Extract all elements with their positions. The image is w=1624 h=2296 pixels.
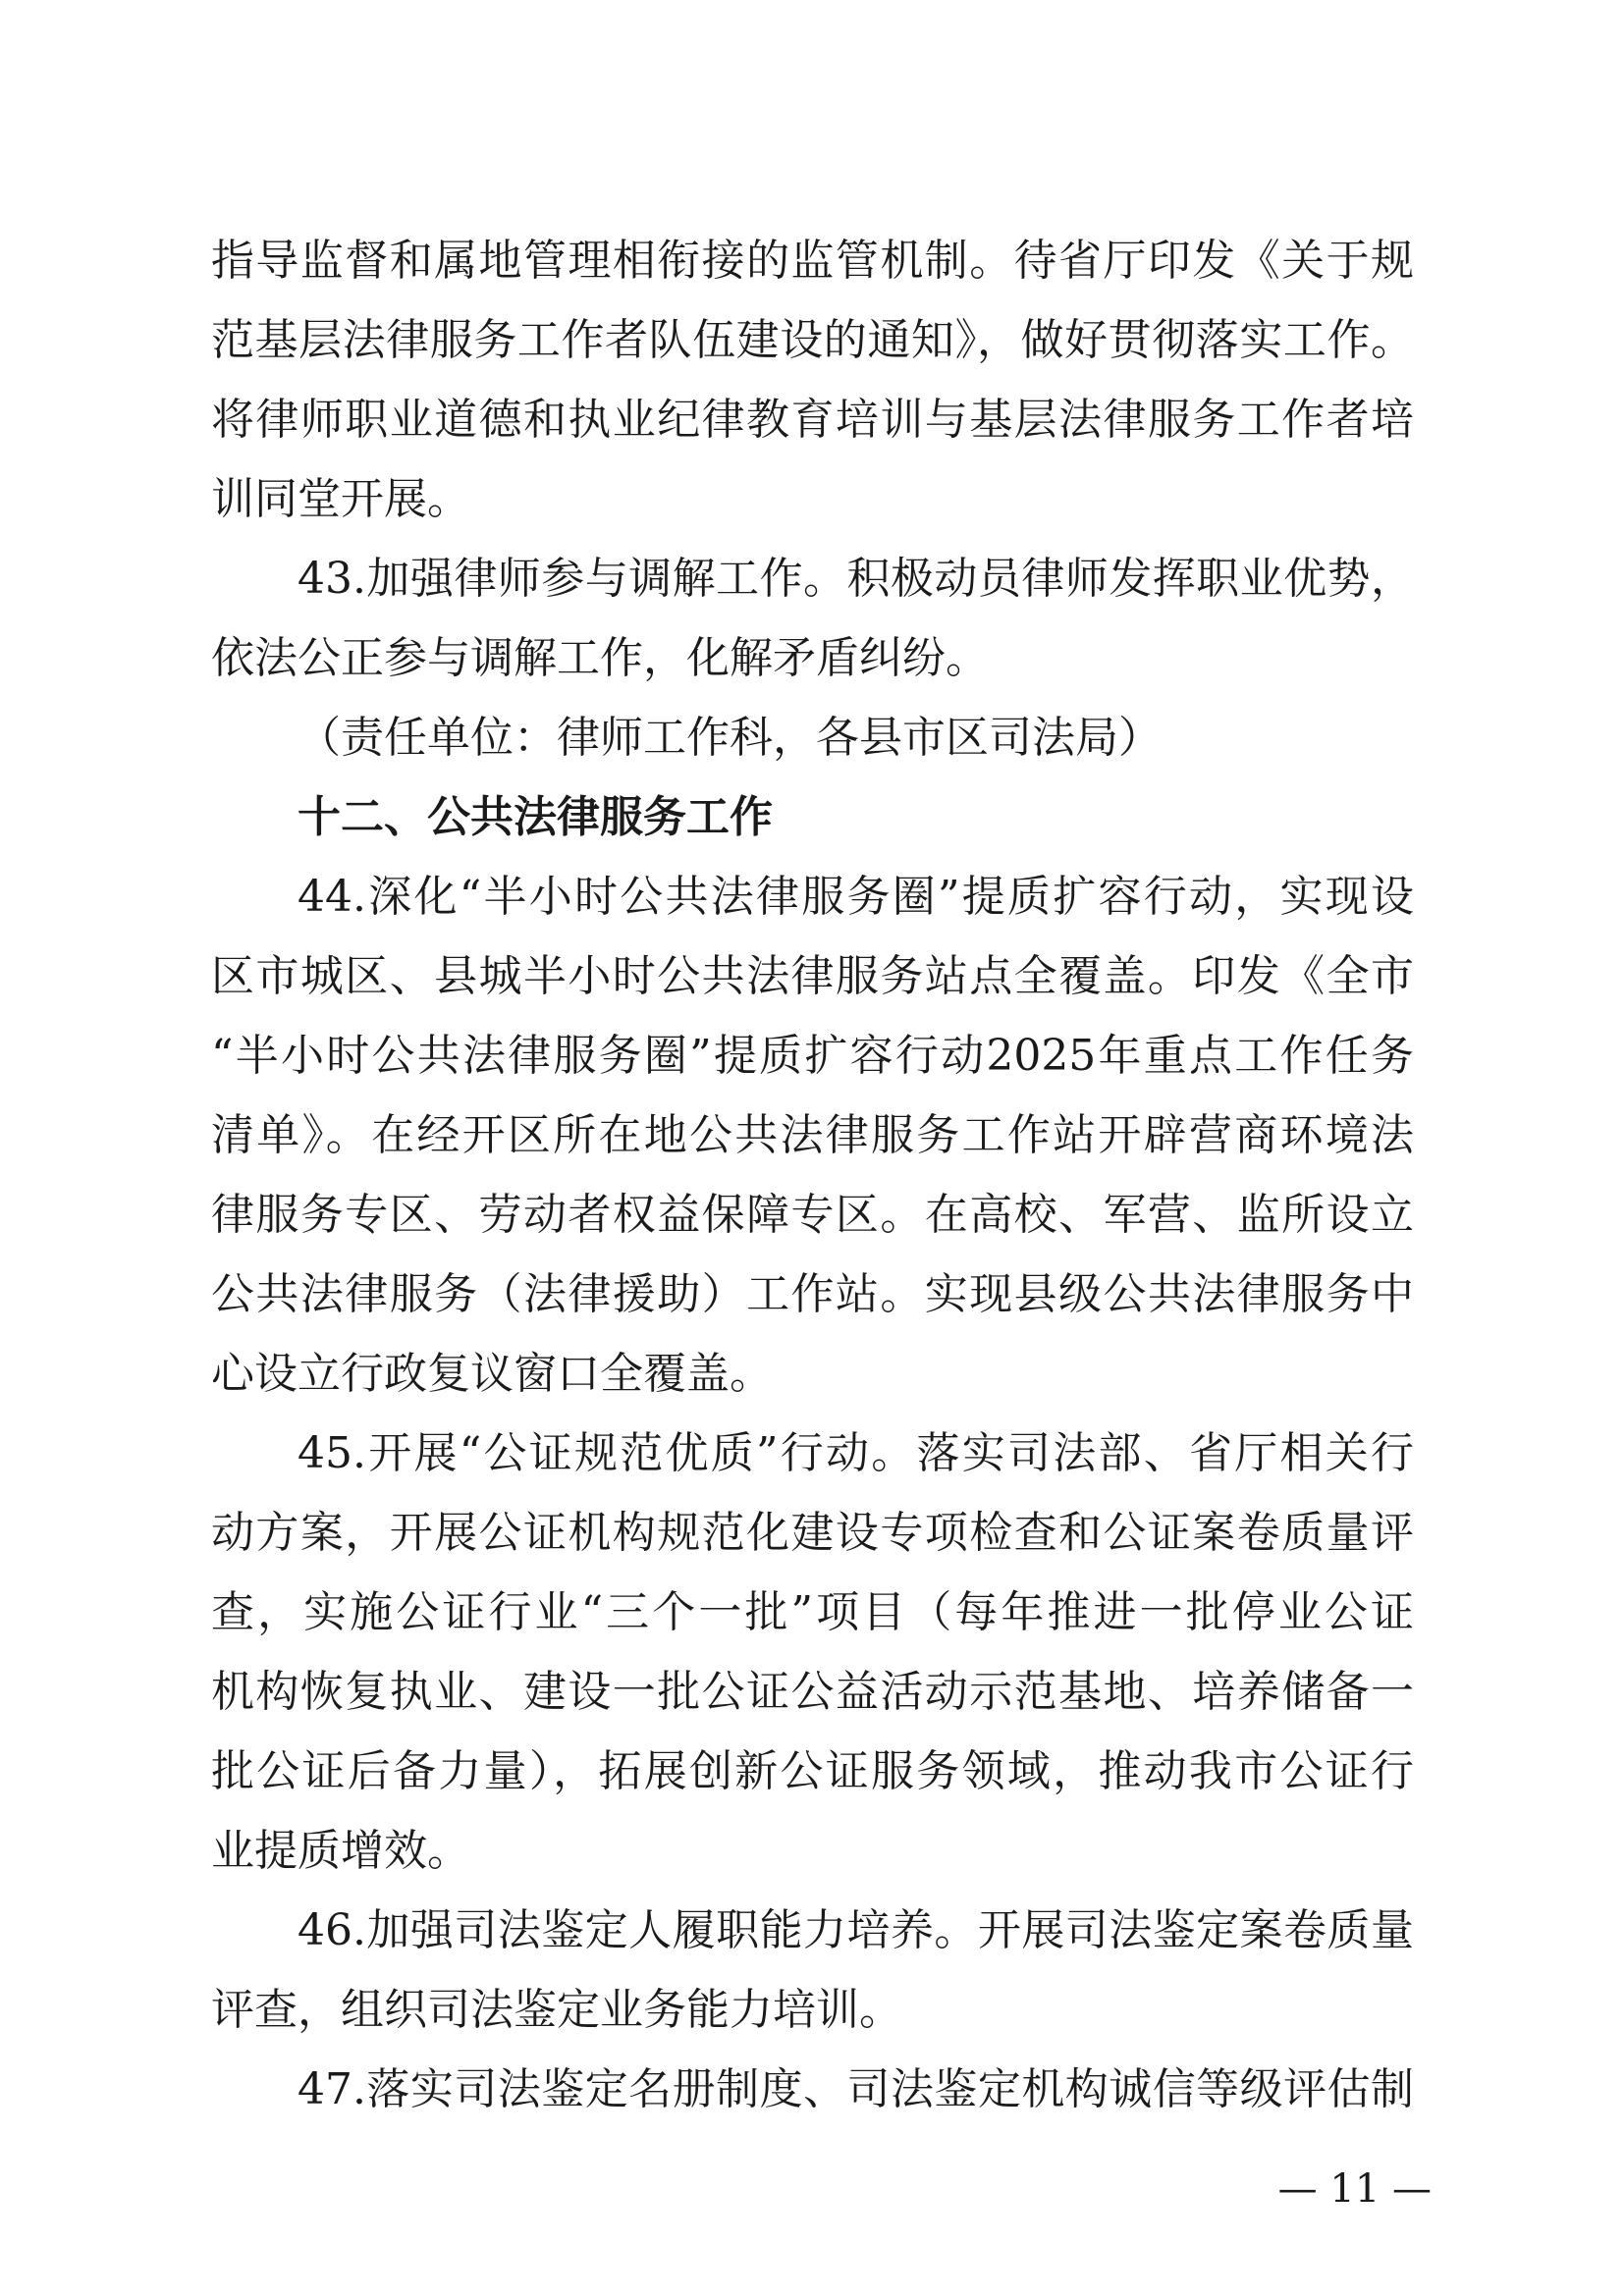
- text-line: 区市城区、县城半小时公共法律服务站点全覆盖。印发《全市: [211, 951, 1414, 1001]
- text-line: 44.深化“半小时公共法律服务圈”提质扩容行动，实现设: [298, 872, 1414, 922]
- text-line: 范基层法律服务工作者队伍建设的通知》，做好贯彻落实工作。: [211, 315, 1414, 365]
- page-number: — 11 —: [1277, 2166, 1432, 2212]
- text-line: “半小时公共法律服务圈”提质扩容行动2025年重点工作任务: [211, 1031, 1414, 1081]
- text-line: 评查，组织司法鉴定业务能力培训。: [211, 1985, 902, 2035]
- text-line: 批公证后备力量），拓展创新公证服务领域，推动我市公证行: [211, 1746, 1414, 1796]
- text-line: 47.落实司法鉴定名册制度、司法鉴定机构诚信等级评估制: [298, 2064, 1414, 2114]
- text-line: 46.加强司法鉴定人履职能力培养。开展司法鉴定案卷质量: [298, 1905, 1414, 1955]
- text-line: 律服务专区、劳动者权益保障专区。在高校、军营、监所设立: [211, 1190, 1414, 1240]
- text-line: 动方案，开展公证机构规范化建设专项检查和公证案卷质量评: [211, 1508, 1414, 1558]
- section-heading: 十二、公共法律服务工作: [298, 792, 773, 842]
- text-line: 业提质增效。: [211, 1826, 470, 1876]
- body-text: [211, 221, 1414, 2129]
- text-line: 查，实施公证行业“三个一批”项目（每年推进一批停业公证: [211, 1587, 1414, 1637]
- text-line: 依法公正参与调解工作，化解矛盾纠纷。: [211, 633, 989, 683]
- text-line: 心设立行政复议窗口全覆盖。: [211, 1349, 773, 1399]
- text-line: 将律师职业道德和执业纪律教育培训与基层法律服务工作者培: [211, 395, 1414, 445]
- text-line: 训同堂开展。: [211, 474, 470, 524]
- text-line: （责任单位：律师工作科，各县市区司法局）: [298, 713, 1162, 763]
- text-line: 公共法律服务（法律援助）工作站。实现县级公共法律服务中: [211, 1269, 1414, 1319]
- text-line: 43.加强律师参与调解工作。积极动员律师发挥职业优势，: [298, 554, 1414, 604]
- text-line: 指导监督和属地管理相衔接的监管机制。待省厅印发《关于规: [211, 236, 1414, 286]
- text-line: 机构恢复执业、建设一批公证公益活动示范基地、培养储备一: [211, 1667, 1414, 1717]
- text-line: 清单》。在经开区所在地公共法律服务工作站开辟营商环境法: [211, 1110, 1414, 1160]
- text-line: 45.开展“公证规范优质”行动。落实司法部、省厅相关行: [298, 1428, 1414, 1478]
